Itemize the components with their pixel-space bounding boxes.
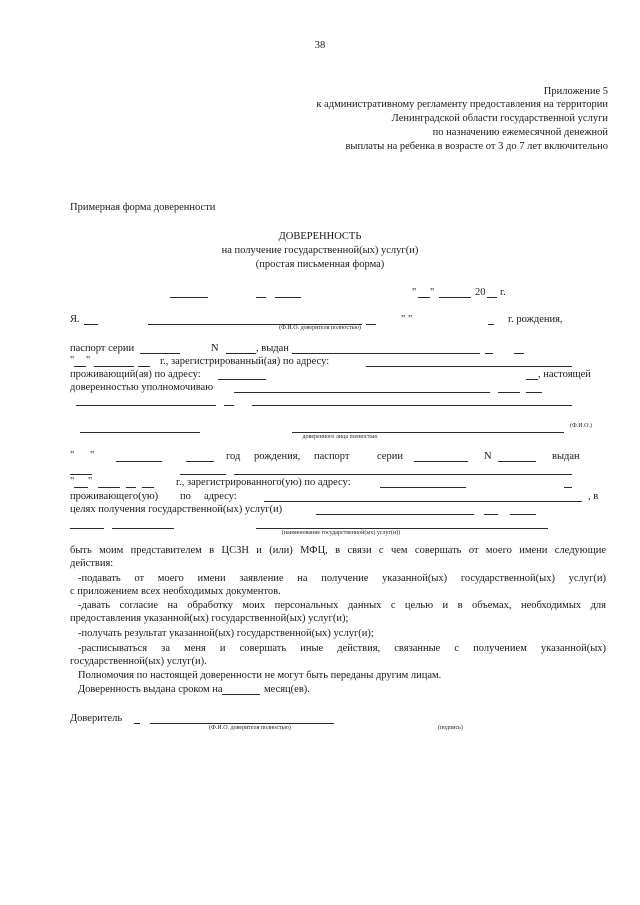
passport-number-label: N <box>211 343 219 354</box>
agent-quote-open: " <box>70 450 75 461</box>
principal-signature-label: Доверитель <box>70 713 123 724</box>
agent-living-label-c: адресу: <box>204 491 237 502</box>
this-power-label: , настоящей <box>538 369 591 380</box>
issued-by-field-b[interactable] <box>485 353 493 354</box>
purpose-field[interactable] <box>316 514 474 515</box>
agent-issue-quote-open: " <box>70 476 75 487</box>
agent-issued-field-c[interactable] <box>234 474 572 475</box>
agent-passport-label: паспорт <box>314 451 350 462</box>
appendix-line-3: Ленинградской области государственной услуги <box>391 113 608 124</box>
date-year-prefix: 20 <box>475 287 486 298</box>
agent-year-field[interactable] <box>186 461 214 462</box>
issue-month-field[interactable] <box>94 366 134 367</box>
agent-fio-right: (Ф.И.О.) <box>570 423 592 429</box>
appendix-line-5: выплаты на ребенка в возрасте от 3 до 7 лет включительно <box>345 141 608 152</box>
agent-registered-label: г., зарегистрированного(ую) по адресу: <box>176 477 351 488</box>
purpose-label: целях получения государственной(ых) услуг(и) <box>70 504 283 515</box>
principal-fio-signature-caption: (Ф.И.О. доверителя полностью) <box>209 725 291 731</box>
service-field[interactable] <box>256 528 548 529</box>
date-quote-open: " <box>412 287 417 298</box>
authorize-field-c[interactable] <box>526 392 542 393</box>
agent-issue-quote-close: " <box>88 476 93 487</box>
service-field-b[interactable] <box>112 528 174 529</box>
birth-label: г. рождения, <box>508 314 563 325</box>
living-label: проживающий(ая) по адресу: <box>70 369 201 380</box>
authorize-label: доверенностью уполномочиваю <box>70 382 214 393</box>
issue-quote-open: " <box>70 355 75 366</box>
document-form-type: (простая письменная форма) <box>255 259 385 270</box>
powers-note: Полномочия по настоящей доверенности не могут быть переданы другим лицам. <box>78 670 442 681</box>
passport-series-field[interactable] <box>140 353 180 354</box>
passport-label: паспорт серии <box>70 343 135 354</box>
validity-label: Доверенность выдана сроком на <box>78 684 223 695</box>
agent-issued-field-b[interactable] <box>180 474 226 475</box>
body-paragraph-1-cont: действия: <box>70 558 114 569</box>
agent-issue-month-field[interactable] <box>98 487 120 488</box>
registered-address-field[interactable] <box>366 366 572 367</box>
agent-fio-field[interactable] <box>292 432 564 433</box>
passport-number-field[interactable] <box>226 353 256 354</box>
agent-series-label: серии <box>377 451 403 462</box>
birth-year-field[interactable] <box>488 324 494 325</box>
action-item-2: -давать согласие на обработку моих персональных данных с целью и в объемах, необходимых для <box>78 600 606 611</box>
agent-issue-month-field-b[interactable] <box>126 487 136 488</box>
action-item-1-cont: с приложением всех необходимых документов. <box>70 586 281 597</box>
appendix-line-4: по назначению ежемесячной денежной <box>432 127 608 138</box>
place-field[interactable] <box>170 297 208 298</box>
agent-year-label: год <box>226 451 241 462</box>
agent-fio-field-a[interactable] <box>80 432 200 433</box>
principal-fio-field-a[interactable] <box>84 324 98 325</box>
purpose-field-b[interactable] <box>484 514 498 515</box>
agent-living-field[interactable] <box>264 501 582 502</box>
signature-field-a[interactable] <box>134 723 140 724</box>
registered-label: г., зарегистрированный(ая) по адресу: <box>160 356 330 367</box>
ya-label: Я. <box>70 314 80 325</box>
agent-registered-field[interactable] <box>380 487 466 488</box>
agent-issued-label: выдан <box>552 451 580 462</box>
date-month-field[interactable] <box>439 297 471 298</box>
issue-quote-close: " <box>86 355 91 366</box>
agent-issue-year-field[interactable] <box>142 487 154 488</box>
principal-fio-signature-field[interactable] <box>150 723 334 724</box>
page-number: 38 <box>314 40 326 51</box>
birth-quote-open: " <box>401 314 406 325</box>
purpose-field-c[interactable] <box>510 514 536 515</box>
agent-fio-caption: доверенного лица полностью <box>302 434 378 440</box>
issued-by-field-c[interactable] <box>514 353 524 354</box>
appendix-line-2: к административному регламенту предоставления на территории <box>316 99 608 110</box>
living-address-field-b[interactable] <box>526 379 538 380</box>
signature-caption: (подпись) <box>438 725 463 731</box>
authorize-field-b[interactable] <box>498 392 520 393</box>
action-item-3: -получать результат указанной(ых) государственной(ых) услуг(и); <box>78 628 374 639</box>
action-item-1: -подавать от моего имени заявление на получение указанной(ых) государственной(ых) услуг(и) <box>78 573 606 584</box>
issue-year-field[interactable] <box>138 366 150 367</box>
agent-name-field-a[interactable] <box>76 405 216 406</box>
action-item-2-cont: предоставления указанной(ых) государственной(ых) услуг(и); <box>70 613 349 624</box>
place-field-2[interactable] <box>256 297 266 298</box>
service-field-a[interactable] <box>70 528 104 529</box>
date-year-field[interactable] <box>487 297 497 298</box>
agent-birth-label: рождения, <box>254 451 301 462</box>
agent-quote-close: " <box>90 450 95 461</box>
form-label: Примерная форма доверенности <box>70 202 216 213</box>
date-year-suffix: г. <box>500 287 506 298</box>
agent-month-field[interactable] <box>116 461 162 462</box>
agent-name-field-c[interactable] <box>252 405 572 406</box>
birth-quote-close: " <box>408 314 413 325</box>
agent-series-field[interactable] <box>414 461 468 462</box>
document-title: ДОВЕРЕННОСТЬ <box>278 231 362 242</box>
agent-number-label: N <box>484 451 492 462</box>
agent-registered-field-b[interactable] <box>564 487 572 488</box>
date-day-field[interactable] <box>418 297 430 298</box>
agent-living-label-a: проживающего(ую) <box>70 491 159 502</box>
service-caption: (наименование государственной(ых) услуг(и)) <box>281 530 401 536</box>
validity-months-field[interactable] <box>222 694 260 695</box>
appendix-line-1: Приложение 5 <box>543 86 608 97</box>
place-field-3[interactable] <box>275 297 301 298</box>
action-item-4-cont: государственной(ых) услуг(и). <box>70 656 207 667</box>
principal-fio-caption: (Ф.И.О. доверителя полностью) <box>279 325 361 331</box>
agent-name-field-b[interactable] <box>224 405 234 406</box>
issue-day-field[interactable] <box>74 366 86 367</box>
living-address-field[interactable] <box>218 379 266 380</box>
date-quote-close: " <box>430 287 435 298</box>
agent-issued-field-a[interactable] <box>70 474 92 475</box>
agent-living-label-b: по <box>180 491 191 502</box>
validity-months-label: месяц(ев). <box>264 684 310 695</box>
agent-number-field[interactable] <box>498 461 536 462</box>
issued-label: , выдан <box>256 343 289 354</box>
issued-by-field[interactable] <box>292 353 480 354</box>
body-paragraph-1: быть моим представителем в ЦСЗН и (или) МФЦ, в связи с чем совершать от моего имени следующие <box>70 545 606 556</box>
agent-living-comma: , в <box>588 491 599 502</box>
document-subtitle: на получение государственной(ых) услуг(и) <box>221 245 419 256</box>
action-item-4: -расписываться за меня и совершать иные действия, связанные с получением указанной(ых) <box>78 643 606 654</box>
authorize-field[interactable] <box>234 392 490 393</box>
agent-issue-day-field[interactable] <box>74 487 88 488</box>
